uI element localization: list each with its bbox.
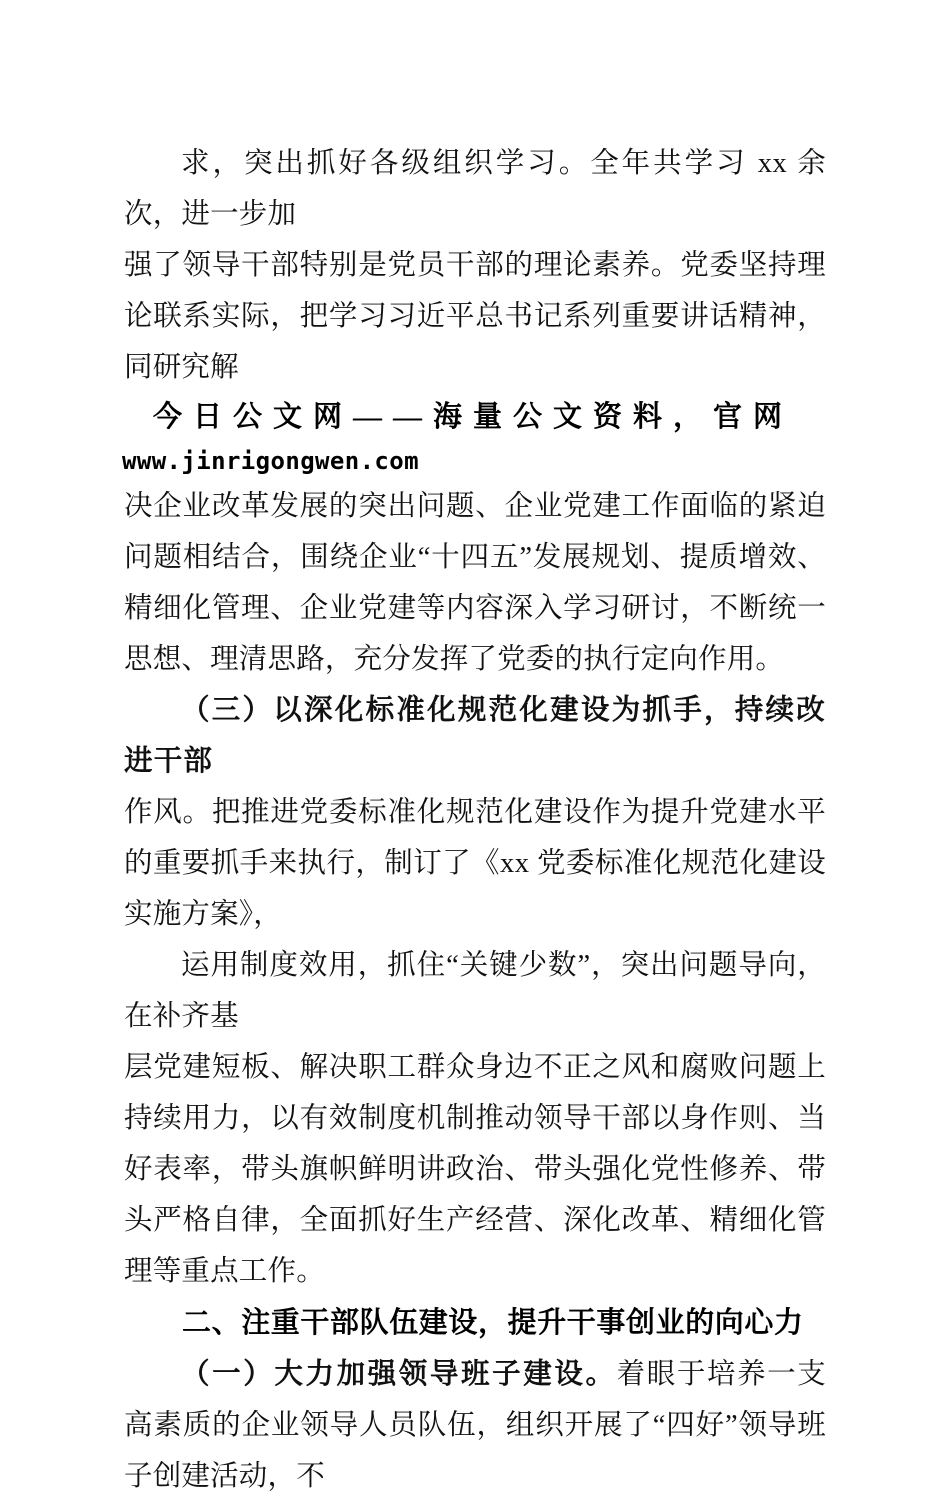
watermark-site-name: 今日公文网——海量公文资料，官网	[153, 401, 794, 433]
paragraph-1	[124, 138, 826, 240]
paragraph-4-body	[124, 787, 826, 940]
watermark-banner	[124, 393, 826, 481]
subheading-one: （一）大力加强领导班子建设。	[181, 1359, 617, 1390]
paragraph-1-text-b: 余次，进一步加	[124, 148, 826, 230]
paragraph-3: 决企业改革发展的突出问题、企业党建工作面临的紧迫问题相结合，围绕企业“十四五”发展规划、提质增效、精细化管理、企业党建等内容深入学习研讨，不断统一思想、理清思路，充分发挥了党委的执行定向作用。	[124, 491, 826, 675]
paragraph-4-placeholder-xx: xx	[499, 848, 530, 879]
paragraph-6: 层党建短板、解决职工群众身边不正之风和腐败问题上持续用力，以有效制度机制推动领导干部以身作则、当好表率，带头旗帜鲜明讲政治、带头强化党性修养、带头严格自律，全面抓好生产经营、深化改革、精细化管理等重点工作。	[124, 1052, 826, 1287]
subheading-three: （三）以深化标准化规范化建设为抓手，持续改进干部	[124, 695, 826, 777]
document-body	[124, 138, 826, 1502]
watermark-site-url: www.jinrigongwen.com	[122, 447, 419, 475]
section-heading-two: 二、注重干部队伍建设，提升干事创业的向心力	[182, 1307, 804, 1339]
paragraph-1-text-a: 求，突出抓好各级组织学习。全年共学习	[181, 148, 758, 179]
paragraph-1-placeholder-xx: xx	[757, 148, 788, 179]
paragraph-4-text-a: 作风。把推进党委标准化规范化建设作为提升党建水平的重要抓手来执行，制订了《	[124, 797, 826, 879]
paragraph-7-body: 着眼于培养一支高素质的企业领导人员队伍，组织开展了“四好”领导班子创建活动，不	[124, 1359, 826, 1492]
paragraph-7	[124, 1349, 826, 1502]
paragraph-2: 强了领导干部特别是党员干部的理论素养。党委坚持理论联系实际，把学习习近平总书记系列重要讲话精神，同研究解	[124, 250, 826, 383]
paragraph-4	[124, 685, 826, 787]
paragraph-5: 运用制度效用，抓住“关键少数”，突出问题导向，在补齐基	[124, 950, 826, 1032]
paragraph-4-text-b: 党委标准化规范化建设实施方案》，	[124, 848, 826, 930]
